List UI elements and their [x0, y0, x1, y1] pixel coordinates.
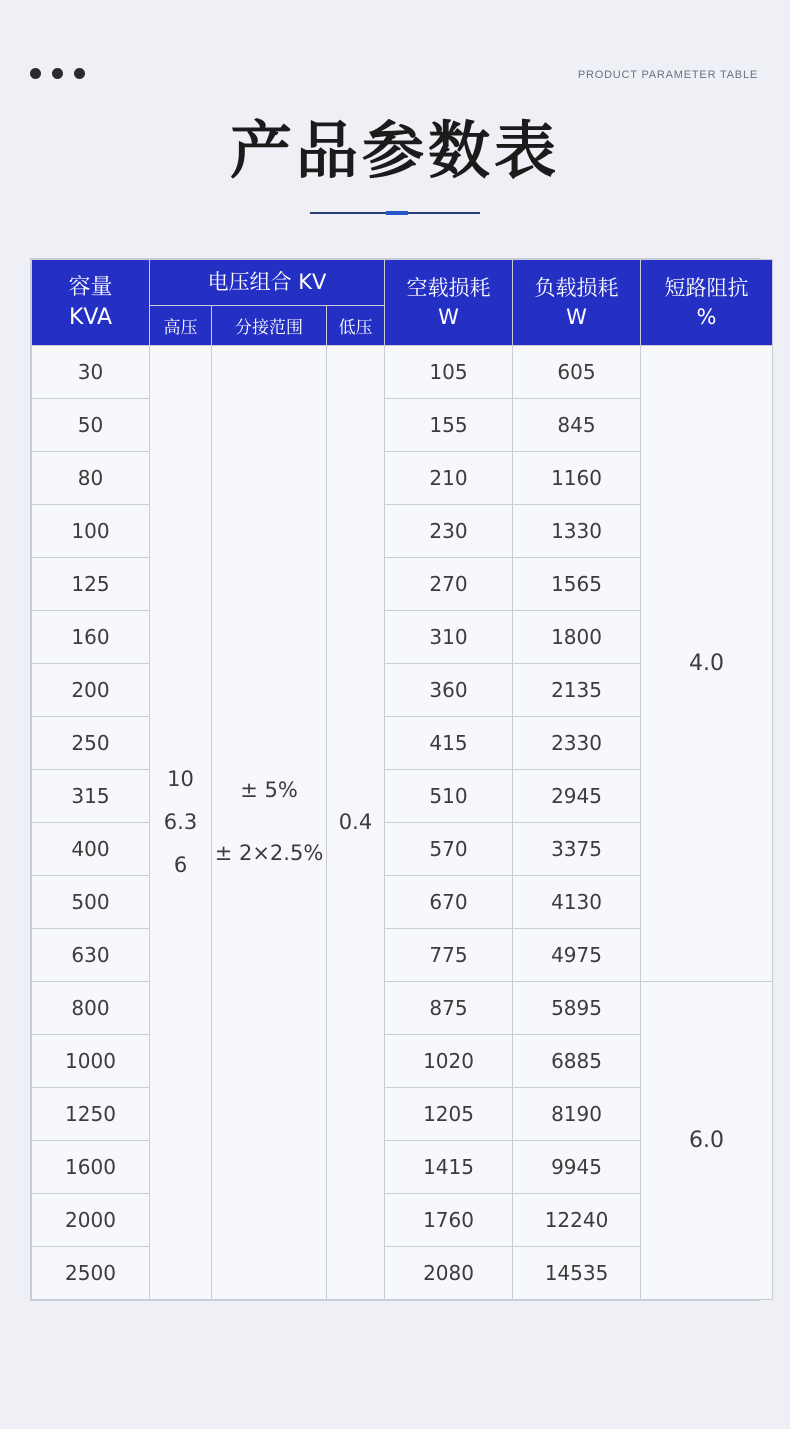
header-low-voltage: 低压 [327, 305, 385, 345]
tap-range-value: ± 2×2.5% [214, 841, 324, 866]
cell-capacity: 125 [32, 557, 150, 610]
cell-load-loss: 8190 [513, 1087, 641, 1140]
header-load-loss [513, 260, 641, 345]
header-capacity-line2: KVA [68, 304, 113, 330]
cell-no-load-loss: 210 [385, 451, 513, 504]
cell-capacity: 160 [32, 610, 150, 663]
cell-no-load-loss: 510 [385, 769, 513, 822]
cell-impedance-group-1: 4.0 [641, 345, 773, 981]
cell-no-load-loss: 360 [385, 663, 513, 716]
cell-capacity: 630 [32, 928, 150, 981]
header-no-load-loss-line2: W [438, 304, 459, 329]
header-load-loss-line2: W [566, 304, 587, 329]
cell-capacity: 1600 [32, 1140, 150, 1193]
decorative-dots [30, 68, 85, 79]
tap-range-value: ± 5% [240, 778, 298, 803]
title-block [0, 116, 790, 215]
cell-load-loss: 845 [513, 398, 641, 451]
cell-no-load-loss: 570 [385, 822, 513, 875]
cell-load-loss: 12240 [513, 1193, 641, 1246]
cell-capacity: 250 [32, 716, 150, 769]
cell-no-load-loss: 310 [385, 610, 513, 663]
cell-load-loss: 5895 [513, 981, 641, 1034]
cell-load-loss: 1330 [513, 504, 641, 557]
cell-low-voltage: 0.4 [327, 345, 385, 1299]
cell-no-load-loss: 875 [385, 981, 513, 1034]
cell-load-loss: 2330 [513, 716, 641, 769]
cell-load-loss: 14535 [513, 1246, 641, 1299]
dot-icon [30, 68, 41, 79]
parameter-table-wrapper [30, 258, 760, 1300]
cell-capacity: 100 [32, 504, 150, 557]
cell-no-load-loss: 270 [385, 557, 513, 610]
cell-tap-range [212, 345, 327, 1299]
cell-capacity: 50 [32, 398, 150, 451]
cell-no-load-loss: 1020 [385, 1034, 513, 1087]
cell-no-load-loss: 230 [385, 504, 513, 557]
header-impedance [641, 260, 773, 345]
high-voltage-value: 10 [167, 766, 194, 791]
header-high-voltage: 高压 [150, 305, 212, 345]
cell-load-loss: 2135 [513, 663, 641, 716]
header-voltage-group: 电压组合 KV [150, 260, 385, 305]
table-row [32, 345, 773, 398]
dot-icon [52, 68, 63, 79]
cell-capacity: 400 [32, 822, 150, 875]
cell-load-loss: 4975 [513, 928, 641, 981]
cell-no-load-loss: 1760 [385, 1193, 513, 1246]
cell-load-loss: 605 [513, 345, 641, 398]
high-voltage-value: 6.3 [163, 809, 198, 834]
header-load-loss-line1: 负载损耗 [534, 276, 619, 301]
cell-high-voltage [150, 345, 212, 1299]
cell-no-load-loss: 670 [385, 875, 513, 928]
table-row [32, 981, 773, 1034]
english-subtitle: PRODUCT PARAMETER TABLE [577, 69, 758, 81]
cell-no-load-loss: 415 [385, 716, 513, 769]
table-body [32, 345, 773, 1299]
cell-capacity: 500 [32, 875, 150, 928]
cell-capacity: 800 [32, 981, 150, 1034]
cell-impedance-group-2: 6.0 [641, 981, 773, 1299]
cell-capacity: 2500 [32, 1246, 150, 1299]
table-header-row-1 [32, 260, 773, 305]
dot-icon [74, 68, 85, 79]
cell-load-loss: 1565 [513, 557, 641, 610]
cell-no-load-loss: 1205 [385, 1087, 513, 1140]
header-no-load-loss [385, 260, 513, 345]
table-header [32, 260, 773, 345]
cell-load-loss: 3375 [513, 822, 641, 875]
cell-no-load-loss: 775 [385, 928, 513, 981]
cell-capacity: 315 [32, 769, 150, 822]
title-divider [310, 211, 480, 215]
cell-no-load-loss: 155 [385, 398, 513, 451]
cell-load-loss: 2945 [513, 769, 641, 822]
cell-load-loss: 4130 [513, 875, 641, 928]
cell-load-loss: 9945 [513, 1140, 641, 1193]
header-no-load-loss-line1: 空载损耗 [406, 276, 491, 301]
cell-load-loss: 1800 [513, 610, 641, 663]
page-header [0, 0, 790, 110]
high-voltage-value: 6 [173, 852, 188, 877]
cell-no-load-loss: 105 [385, 345, 513, 398]
cell-capacity: 80 [32, 451, 150, 504]
header-capacity [32, 260, 150, 345]
cell-no-load-loss: 1415 [385, 1140, 513, 1193]
header-impedance-line1: 短路阻抗 [664, 276, 749, 301]
header-impedance-line2: % [696, 304, 717, 329]
cell-capacity: 2000 [32, 1193, 150, 1246]
cell-no-load-loss: 2080 [385, 1246, 513, 1299]
cell-capacity: 1250 [32, 1087, 150, 1140]
cell-capacity: 1000 [32, 1034, 150, 1087]
divider-accent [386, 211, 408, 215]
cell-capacity: 200 [32, 663, 150, 716]
cell-load-loss: 6885 [513, 1034, 641, 1087]
cell-capacity: 30 [32, 345, 150, 398]
parameter-table [31, 259, 773, 1299]
cell-load-loss: 1160 [513, 451, 641, 504]
page-title: 产品参数表 [229, 114, 560, 187]
header-tap-range: 分接范围 [212, 305, 327, 345]
header-capacity-line1: 容量 [68, 274, 113, 300]
